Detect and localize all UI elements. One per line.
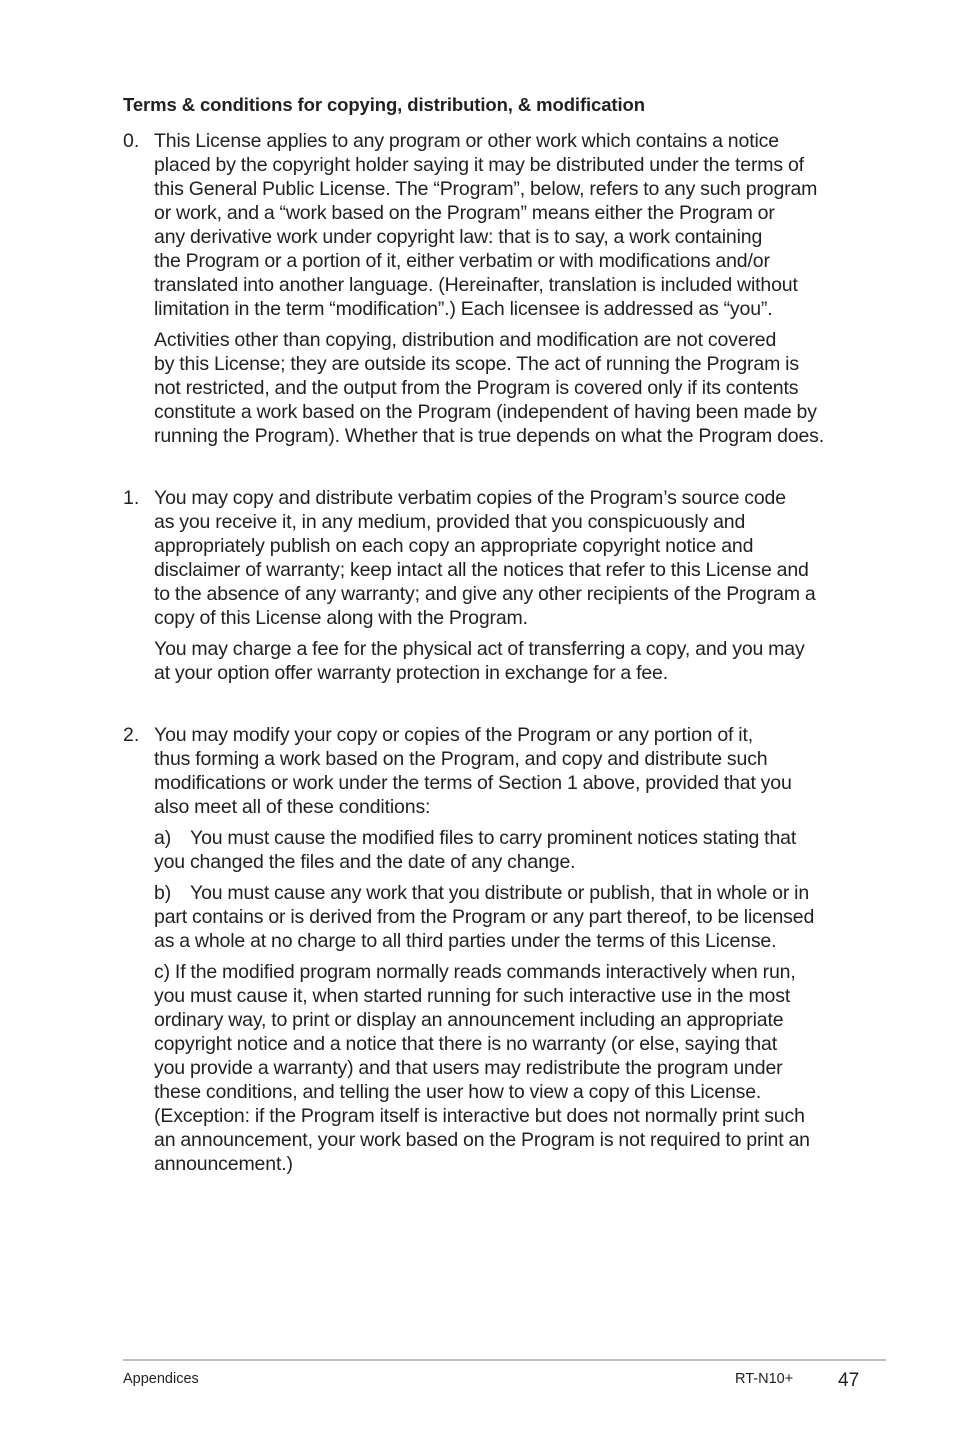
- document-heading: Terms & conditions for copying, distribution, & modification: [123, 94, 645, 115]
- paragraph: This License applies to any program or other work which contains a notice placed by the copyright holder saying it may be distributed under the terms of this General Public License. The “Program”, below, refers to any such program or work, and a “work based on the Program” means either the Program or any derivative work under copyright law: that is to say, a work containing the Program or a portion of it, either verbatim or with modifications and/or translated into another language. (Hereinafter, translation is included without limitation in the term “modification”.) Each licensee is addressed as “you”.: [154, 130, 818, 320]
- section-number: 1.: [123, 487, 140, 509]
- paragraph: You may modify your copy or copies of the Program or any portion of it, thus forming a work based on the Program, and copy and distribute such modifications or work under the terms of Section 1 above, provided that you also meet all of these conditions:: [154, 724, 792, 818]
- subitem-label: b): [154, 882, 172, 904]
- footer-model-name: RT-N10+: [735, 1371, 794, 1387]
- paragraph: You may charge a fee for the physical act of transferring a copy, and you may at your option offer warranty protection in exchange for a fee.: [154, 638, 805, 684]
- section-body: [154, 486, 854, 685]
- subitem-c: c) If the modified program normally reads commands interactively when run, you must cause it, when started running for such interactive use in the most ordinary way, to print or display an announcement including an appropriate copyright notice and a notice that there is no warranty (or else, saying that you provide a warranty) and that users may redistribute the program under these conditions, and telling the user how to view a copy of this License. (Exception: if the Program itself is interactive but does not normally print such an announcement, your work based on the Program is not required to print an announcement.): [154, 961, 810, 1175]
- page-number: 47: [838, 1370, 860, 1391]
- footer-divider: [123, 1359, 886, 1361]
- section-body: [154, 723, 854, 1176]
- subitem-a: a) You must cause the modified files to carry prominent notices stating that you changed the files and the date of any change.: [154, 827, 797, 873]
- paragraph: You may copy and distribute verbatim copies of the Program’s source code as you receive it, in any medium, provided that you conspicuously and appropriately publish on each copy an appropriate copyright notice and disclaimer of warranty; keep intact all the notices that refer to this License and to the absence of any warranty; and give any other recipients of the Program a copy of this License along with the Program.: [154, 487, 816, 629]
- paragraph: Activities other than copying, distribution and modification are not covered by this License; they are outside its scope. The act of running the Program is not restricted, and the output from the Program is covered only if its contents constitute a work based on the Program (independent of having been made by running the Program). Whether that is true depends on what the Program does.: [154, 329, 825, 447]
- section-0: [123, 129, 863, 455]
- subitem-b: b) You must cause any work that you distribute or publish, that in whole or in part contains or is derived from the Program or any part thereof, to be licensed as a whole at no charge to all third parties under the terms of this License.: [154, 882, 815, 952]
- section-1: [123, 486, 863, 692]
- section-body: [154, 129, 854, 448]
- section-2: [123, 723, 863, 1183]
- subitem-label: c): [154, 961, 170, 983]
- section-number: 0.: [123, 130, 140, 152]
- section-number: 2.: [123, 724, 140, 746]
- subitem-label: a): [154, 827, 172, 849]
- footer-section-label: Appendices: [123, 1371, 199, 1387]
